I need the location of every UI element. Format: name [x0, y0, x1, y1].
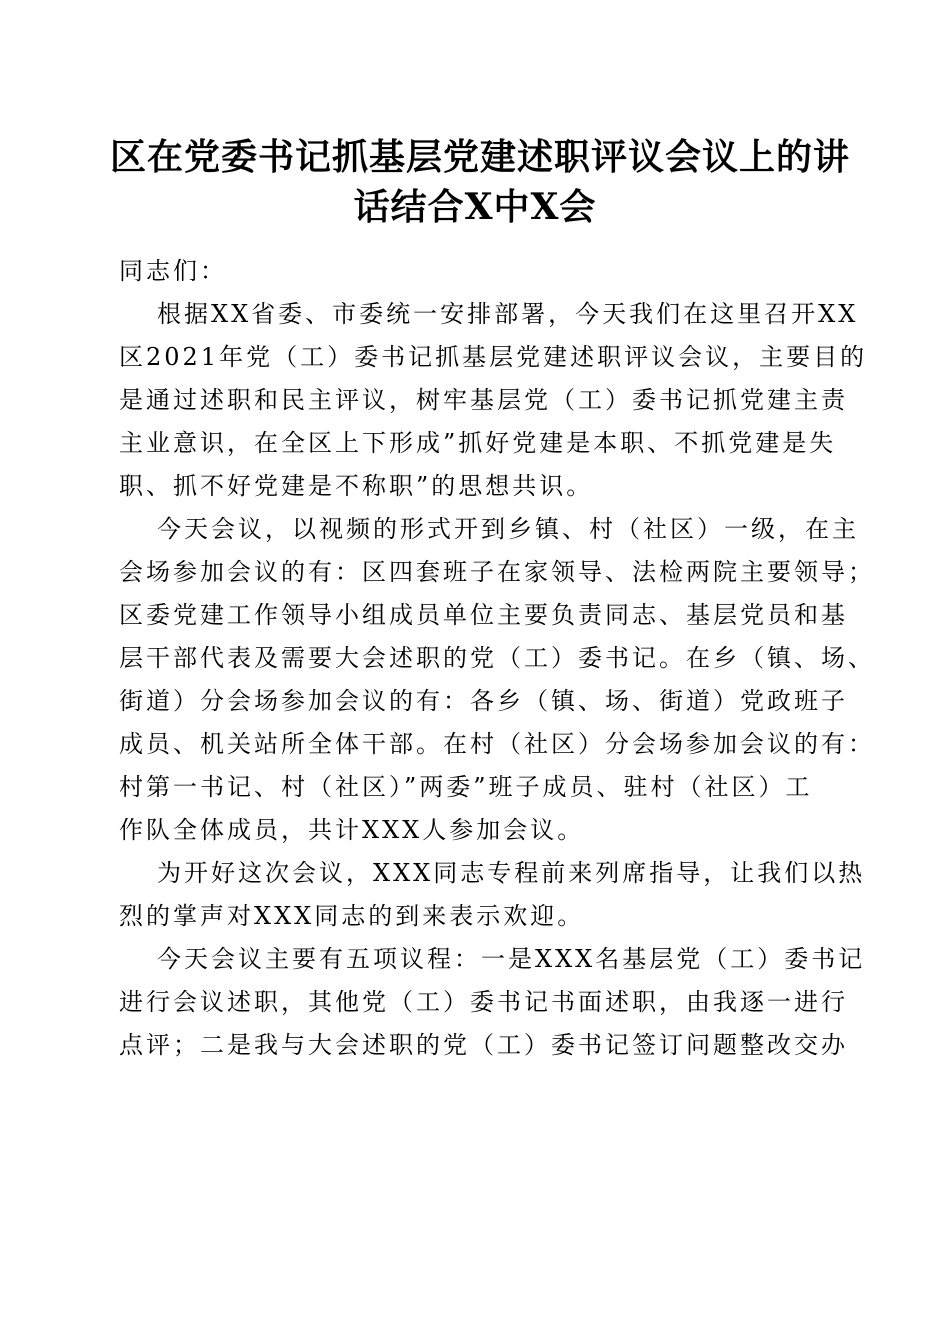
document-title — [110, 132, 851, 232]
title-line-2: 话结合X中X会 — [353, 186, 597, 228]
text-line: 层干部代表及需要大会述职的党（工）委书记。在乡（镇、场、 — [119, 644, 875, 672]
document-body — [119, 250, 875, 1067]
text-line: 烈的掌声对XXX同志的到来表示欢迎。 — [119, 902, 585, 930]
title-line-1: 区在党委书记抓基层党建述职评议会议上的讲 — [110, 136, 851, 178]
text-line: 为开好这次会议，XXX同志专程前来列席指导，让我们以热 — [157, 859, 866, 887]
paragraph-attendees — [119, 508, 875, 852]
text-line: 作队全体成员，共计XXX人参加会议。 — [119, 816, 585, 844]
text-line: 进行会议述职，其他党（工）委书记书面述职，由我逐一进行 — [119, 988, 848, 1016]
text-line: 点评；二是我与大会述职的党（工）委书记签订问题整改交办 — [119, 1031, 848, 1059]
text-line: 街道）分会场参加会议的有：各乡（镇、场、街道）党政班子 — [119, 687, 848, 715]
text-line: 会场参加会议的有：区四套班子在家领导、法检两院主要领导； — [119, 558, 875, 586]
text-line: 是通过述职和民主评议，树牢基层党（工）委书记抓党建主责 — [119, 386, 848, 414]
paragraph-welcome — [119, 852, 866, 938]
salutation: 同志们： — [119, 257, 227, 285]
text-line: 根据XX省委、市委统一安排部署，今天我们在这里召开XX — [157, 300, 859, 328]
text-line: 成员、机关站所全体干部。在村（社区）分会场参加会议的有： — [119, 730, 875, 758]
text-line: 今天会议主要有五项议程：一是XXX名基层党（工）委书记 — [157, 945, 866, 973]
text-line: 区2021年党（工）委书记抓基层党建述职评议会议，主要目的 — [119, 343, 868, 371]
text-line: 今天会议，以视频的形式开到乡镇、村（社区）一级，在主 — [157, 515, 859, 543]
text-line: 职、抓不好党建是不称职”的思想共识。 — [119, 472, 594, 500]
text-line: 村第一书记、村（社区）”两委”班子成员、驻村（社区）工 — [119, 773, 813, 801]
paragraph-agenda — [119, 938, 866, 1067]
text-line: 主业意识，在全区上下形成”抓好党建是本职、不抓党建是失 — [119, 429, 837, 457]
paragraph-intro — [119, 293, 868, 508]
text-line: 区委党建工作领导小组成员单位主要负责同志、基层党员和基 — [119, 601, 848, 629]
